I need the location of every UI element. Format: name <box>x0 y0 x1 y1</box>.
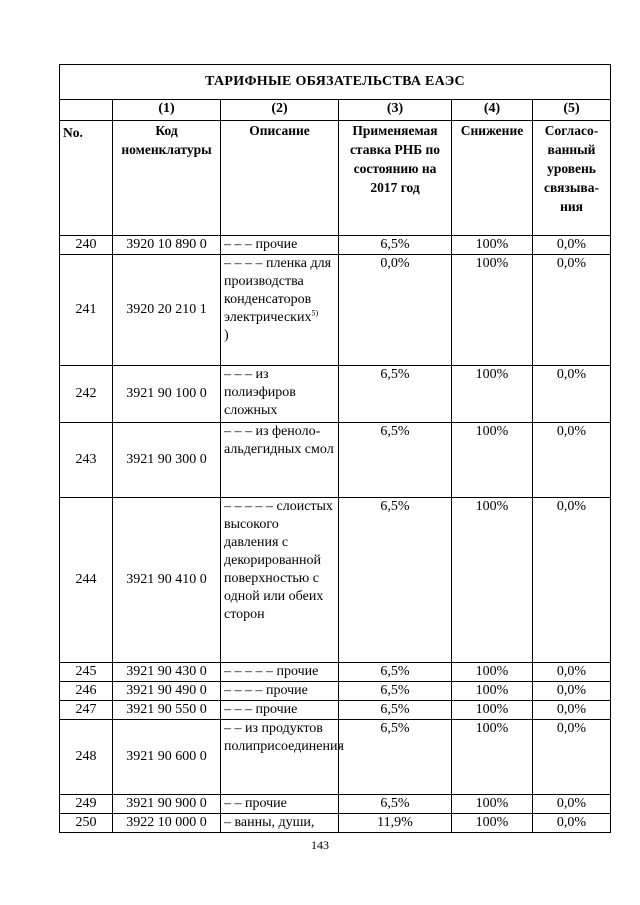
row-no: 243 <box>60 423 113 498</box>
row-code: 3921 90 430 0 <box>113 663 221 682</box>
row-rate: 6,5% <box>339 366 452 423</box>
row-description: – – из продуктов полиприсоединения <box>221 720 339 795</box>
column-number-1: (1) <box>113 100 221 121</box>
row-no: 247 <box>60 701 113 720</box>
table-row <box>60 663 611 682</box>
row-code: 3921 90 600 0 <box>113 720 221 795</box>
row-rate: 6,5% <box>339 423 452 498</box>
row-reduction: 100% <box>452 663 533 682</box>
header-bound: Согласо-ванный уровень связыва-ния <box>533 121 611 236</box>
page-number: 143 <box>311 838 329 852</box>
row-reduction: 100% <box>452 682 533 701</box>
row-code: 3921 90 900 0 <box>113 795 221 814</box>
row-reduction: 100% <box>452 795 533 814</box>
row-reduction: 100% <box>452 236 533 255</box>
row-reduction: 100% <box>452 255 533 366</box>
row-description: – – – – прочие <box>221 682 339 701</box>
row-description: – – – – – прочие <box>221 663 339 682</box>
row-rate: 6,5% <box>339 236 452 255</box>
column-number-5: (5) <box>533 100 611 121</box>
row-description: – – – из полиэфиров сложных <box>221 366 339 423</box>
table-row <box>60 814 611 833</box>
row-code: 3920 10 890 0 <box>113 236 221 255</box>
header-rate: Применяемая ставка РНБ по состоянию на 2017 год <box>339 121 452 236</box>
row-rate: 6,5% <box>339 498 452 663</box>
row-bound: 0,0% <box>533 423 611 498</box>
row-rate: 11,9% <box>339 814 452 833</box>
row-rate: 6,5% <box>339 795 452 814</box>
row-bound: 0,0% <box>533 720 611 795</box>
table-title: ТАРИФНЫЕ ОБЯЗАТЕЛЬСТВА ЕАЭС <box>60 65 611 100</box>
table-row <box>60 498 611 663</box>
header-row <box>60 121 611 236</box>
column-number-2: (2) <box>221 100 339 121</box>
row-code: 3921 90 550 0 <box>113 701 221 720</box>
table-row <box>60 255 611 366</box>
table-row <box>60 423 611 498</box>
row-code: 3921 90 300 0 <box>113 423 221 498</box>
row-bound: 0,0% <box>533 498 611 663</box>
row-no: 248 <box>60 720 113 795</box>
header-code: Код номенклатуры <box>113 121 221 236</box>
row-no: 244 <box>60 498 113 663</box>
row-description-tail: ) <box>224 328 229 343</box>
row-reduction: 100% <box>452 720 533 795</box>
tariff-commitments-table <box>59 64 611 833</box>
row-no: 241 <box>60 255 113 366</box>
table-row <box>60 795 611 814</box>
row-rate: 0,0% <box>339 255 452 366</box>
table-row <box>60 720 611 795</box>
row-description: – – прочие <box>221 795 339 814</box>
row-bound: 0,0% <box>533 701 611 720</box>
row-no: 246 <box>60 682 113 701</box>
row-no: 245 <box>60 663 113 682</box>
row-description: – – – из феноло-альдегидных смол <box>221 423 339 498</box>
table-row <box>60 236 611 255</box>
row-description: – – – прочие <box>221 701 339 720</box>
row-reduction: 100% <box>452 701 533 720</box>
column-number-4: (4) <box>452 100 533 121</box>
row-description-text: – – – – пленка для производства конденсаторов электрических <box>224 256 332 325</box>
row-no: 249 <box>60 795 113 814</box>
row-code: 3921 90 410 0 <box>113 498 221 663</box>
row-description: – – – – – слоистых высокого давления с декорированной поверхностью с одной или обеих сторон <box>221 498 339 663</box>
row-bound: 0,0% <box>533 663 611 682</box>
header-description: Описание <box>221 121 339 236</box>
row-rate: 6,5% <box>339 701 452 720</box>
row-bound: 0,0% <box>533 795 611 814</box>
row-code: 3922 10 000 0 <box>113 814 221 833</box>
footnote-marker: 5) <box>311 308 319 318</box>
column-number-blank <box>60 100 113 121</box>
row-no: 250 <box>60 814 113 833</box>
row-no: 240 <box>60 236 113 255</box>
row-description <box>221 255 339 366</box>
row-bound: 0,0% <box>533 366 611 423</box>
column-number-3: (3) <box>339 100 452 121</box>
column-number-row <box>60 100 611 121</box>
row-bound: 0,0% <box>533 236 611 255</box>
row-description: – – – прочие <box>221 236 339 255</box>
row-rate: 6,5% <box>339 682 452 701</box>
row-reduction: 100% <box>452 366 533 423</box>
table-row <box>60 366 611 423</box>
row-code: 3920 20 210 1 <box>113 255 221 366</box>
table-row <box>60 682 611 701</box>
row-code: 3921 90 100 0 <box>113 366 221 423</box>
row-rate: 6,5% <box>339 663 452 682</box>
row-bound: 0,0% <box>533 814 611 833</box>
row-bound: 0,0% <box>533 255 611 366</box>
header-reduction: Снижение <box>452 121 533 236</box>
row-reduction: 100% <box>452 498 533 663</box>
row-description: – ванны, души, <box>221 814 339 833</box>
header-no: No. <box>60 121 113 236</box>
table-row <box>60 701 611 720</box>
row-code: 3921 90 490 0 <box>113 682 221 701</box>
row-bound: 0,0% <box>533 682 611 701</box>
row-reduction: 100% <box>452 423 533 498</box>
row-reduction: 100% <box>452 814 533 833</box>
row-no: 242 <box>60 366 113 423</box>
row-rate: 6,5% <box>339 720 452 795</box>
